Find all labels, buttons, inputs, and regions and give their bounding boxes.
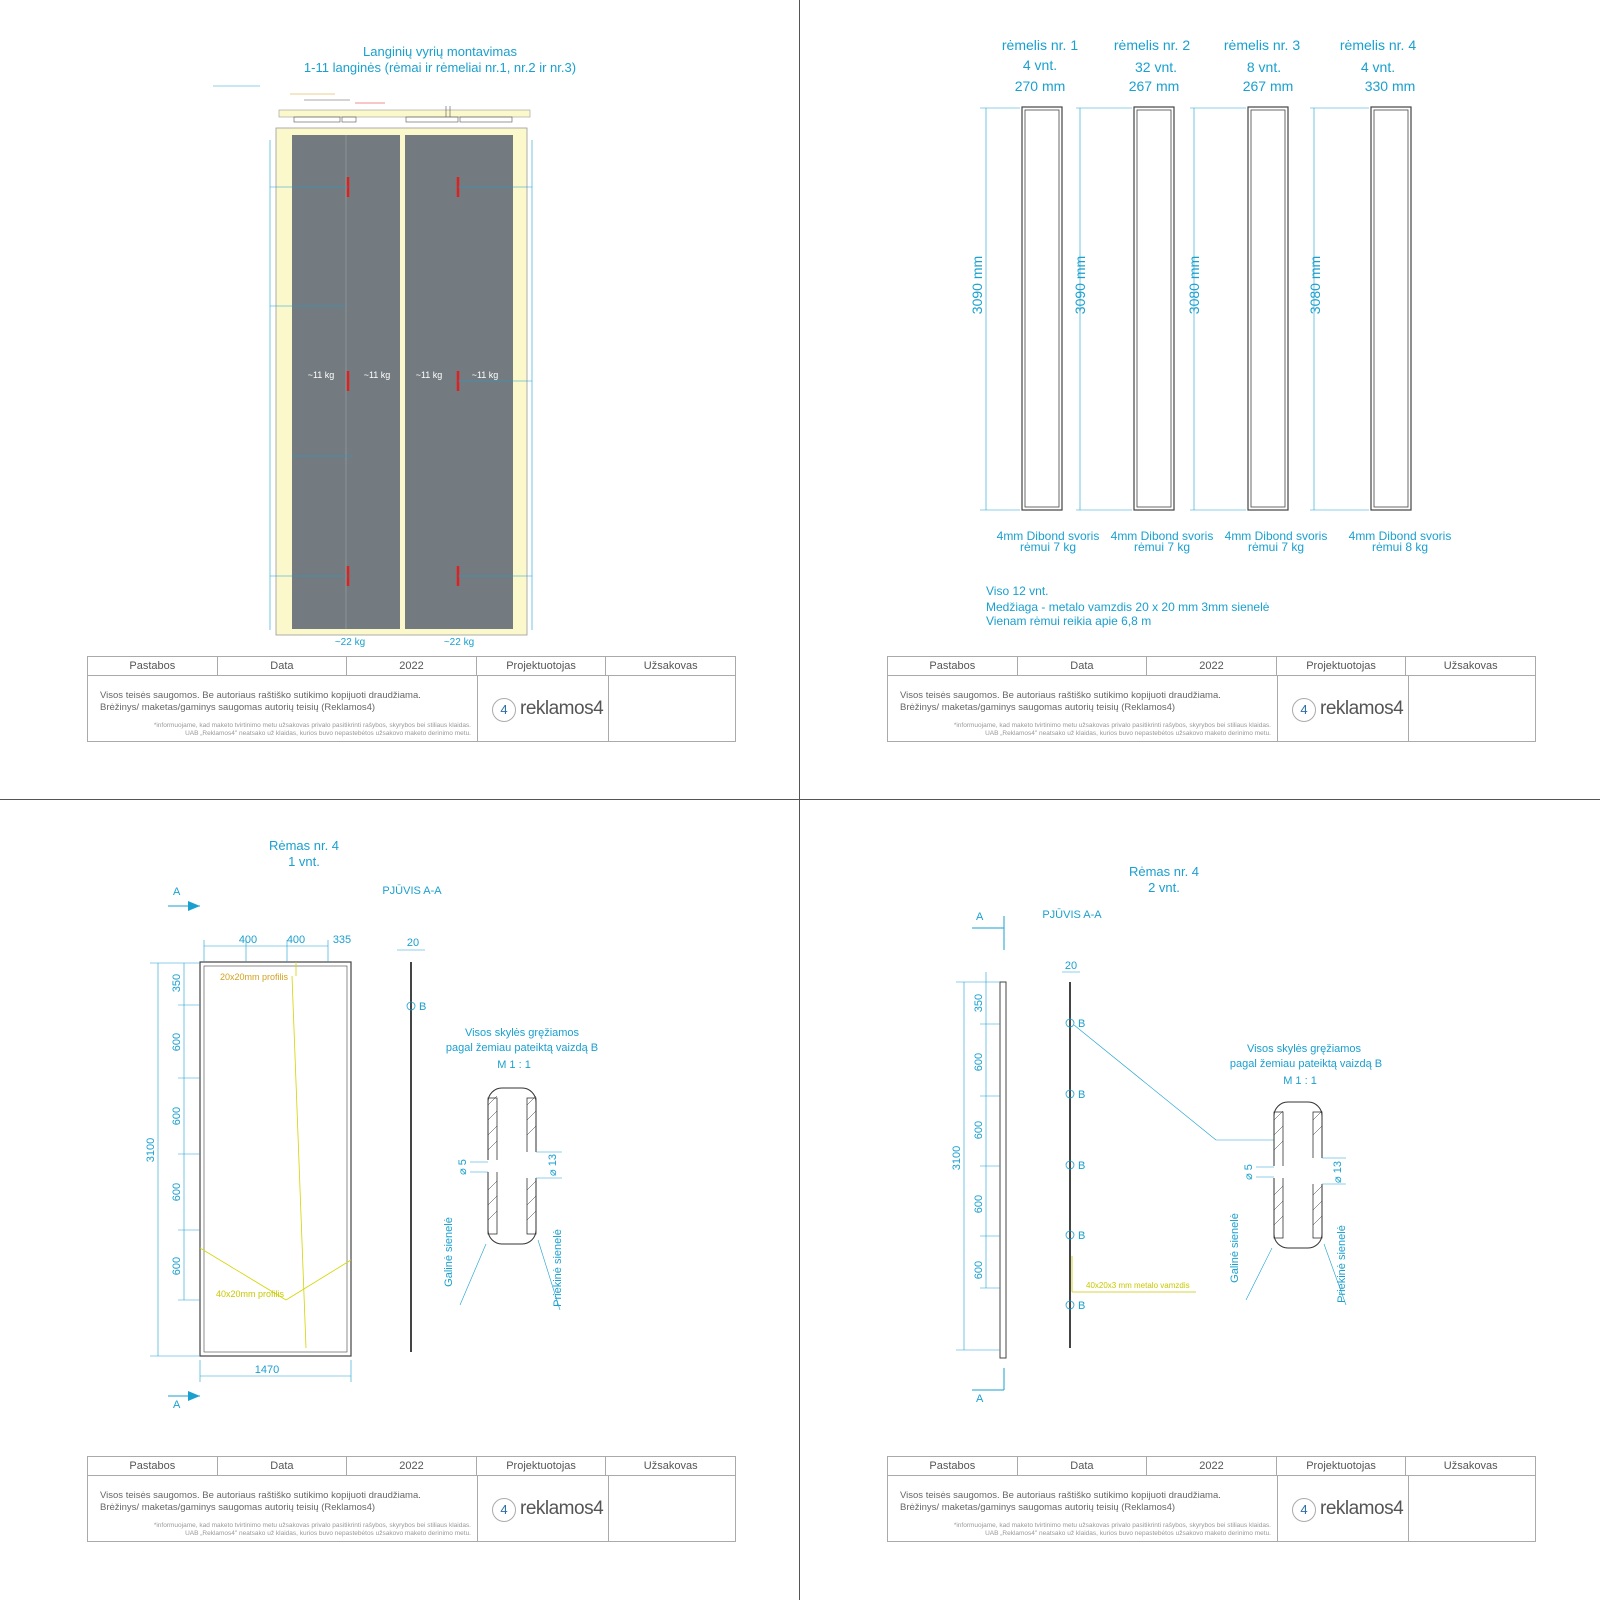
tb-header: 2022 — [1147, 657, 1277, 675]
sheet1-subtitle: 1-11 langinės (rėmai ir rėmeliai nr.1, nr.2 ir nr.3) — [303, 60, 577, 75]
sheet-frames — [800, 0, 1600, 800]
holes-note: Visos skylės gręžiamos — [464, 1027, 580, 1039]
logo-text: reklamos4 — [520, 698, 604, 719]
tb-header: 2022 — [1147, 1457, 1277, 1475]
section-marker: A — [173, 886, 181, 898]
top-dim: 400 — [238, 934, 258, 946]
sheet4-qty: 2 vnt. — [1148, 880, 1180, 895]
dimension-lines — [150, 940, 351, 1382]
top-rail — [279, 110, 530, 117]
weight-label: ~11 kg — [415, 370, 443, 380]
frame-height: 3090 mm — [969, 255, 985, 315]
frame-qty: 4 vnt. — [1360, 59, 1396, 75]
top-dim: 400 — [286, 934, 306, 946]
logo-mark: 4 — [492, 1498, 516, 1522]
frame-name: rėmelis nr. 4 — [1339, 37, 1417, 53]
tb-header: Pastabos — [888, 1457, 1018, 1475]
diameter-small: ⌀ 5 — [457, 1159, 469, 1175]
sheet3-title: Rėmas nr. 4 — [268, 838, 340, 853]
frame-qty: 4 vnt. — [1022, 57, 1058, 73]
summary-line: Medžiaga - metalo vamzdis 20 x 20 mm 3mm sienelė — [986, 600, 1270, 614]
logo-mark: 4 — [1292, 698, 1316, 722]
holes-note: M 1 : 1 — [497, 1059, 531, 1071]
sheet-frame-4-double — [800, 800, 1600, 1600]
side-dim: 600 — [973, 1260, 985, 1280]
frame-width: 270 mm — [1014, 78, 1066, 94]
tb-header: Užsakovas — [1443, 660, 1498, 672]
tb-notice: Visos teisės saugomos. Be autoriaus raštiško sutikimo kopijuoti draudžiama. — [100, 1490, 421, 1501]
section-marker: A — [976, 911, 984, 923]
section-marker: A — [976, 1393, 984, 1405]
frame-note: 4mm Dibond svoris — [996, 529, 1100, 543]
tb-notice: Visos teisės saugomos. Be autoriaus raštiško sutikimo kopijuoti draudžiama. — [900, 690, 1221, 701]
tb-notice: Brėžinys/ maketas/gaminys saugomas autorių teisių (Reklamos4) — [100, 702, 376, 713]
frame-edge — [1000, 982, 1006, 1358]
side-dim: 600 — [171, 1182, 183, 1202]
detail-marker-label: B — [1078, 1018, 1086, 1030]
tb-notice: Brėžinys/ maketas/gaminys saugomas autorių teisių (Reklamos4) — [100, 1502, 376, 1513]
tb-header: 2022 — [347, 657, 477, 675]
top-dim: 335 — [332, 934, 352, 946]
company-logo — [1278, 676, 1409, 742]
tb-header: Projektuotojas — [477, 1457, 607, 1475]
wall-label: Galinė sienelė — [1229, 1213, 1241, 1283]
tb-fineprint: UAB „Reklamos4" neatsako už klaidas, kurios buvo nepastebėtos užsakovo maketo derinimo metu. — [185, 1530, 471, 1537]
wall-label: Priekinė sienelė — [552, 1229, 564, 1307]
depth-dim: 20 — [406, 937, 420, 949]
frame-note: 4mm Dibond svoris — [1348, 529, 1452, 543]
side-dim: 600 — [171, 1256, 183, 1276]
profile-label: 40x20mm profilis — [216, 1289, 285, 1299]
side-dim: 600 — [973, 1052, 985, 1072]
total-width: 1470 — [254, 1364, 280, 1376]
tb-notice: Visos teisės saugomos. Be autoriaus raštiško sutikimo kopijuoti draudžiama. — [100, 690, 421, 701]
frame-note: rėmui 7 kg — [1133, 540, 1191, 554]
tb-header: Projektuotojas — [1277, 657, 1407, 675]
total-height: 3100 — [951, 1145, 963, 1171]
depth-dim: 20 — [1064, 960, 1078, 972]
holes-note: pagal žemiau pateiktą vaizdą B — [1229, 1058, 1383, 1070]
profile-label: 40x20x3 mm metalo vamzdis — [1086, 1281, 1190, 1290]
side-dim: 600 — [171, 1032, 183, 1052]
bottom-weight-label: ~22 kg — [334, 637, 366, 648]
tb-header: Pastabos — [88, 657, 218, 675]
tb-fineprint: *informuojame, kad maketo tvirtinimo metu užsakovas privalo pasitikrinti rašybos, skyrybos bei stiliaus klaidas. — [153, 1522, 471, 1529]
frame-width: 330 mm — [1364, 78, 1416, 94]
tb-fineprint: UAB „Reklamos4" neatsako už klaidas, kurios buvo nepastebėtos užsakovo maketo derinimo metu. — [185, 730, 471, 737]
tb-header: 2022 — [347, 1457, 477, 1475]
frame-name: rėmelis nr. 3 — [1223, 37, 1301, 53]
logo-text: reklamos4 — [1320, 1498, 1404, 1519]
title-block — [87, 1456, 736, 1542]
logo-text: reklamos4 — [520, 1498, 604, 1519]
sheet-hinge-mounting — [0, 0, 800, 800]
detail-marker-label: B — [1078, 1089, 1086, 1101]
title-block — [887, 656, 1536, 742]
diameter-small: ⌀ 5 — [1243, 1164, 1255, 1180]
tb-header: Pastabos — [88, 1457, 218, 1475]
tb-fineprint: UAB „Reklamos4" neatsako už klaidas, kurios buvo nepastebėtos užsakovo maketo derinimo metu. — [985, 730, 1271, 737]
frame-qty: 8 vnt. — [1246, 59, 1282, 75]
company-logo — [478, 1476, 609, 1542]
detail-marker-label: B — [1078, 1160, 1086, 1172]
frame-width: 267 mm — [1128, 78, 1180, 94]
tb-fineprint: *informuojame, kad maketo tvirtinimo metu užsakovas privalo pasitikrinti rašybos, skyrybos bei stiliaus klaidas. — [953, 722, 1271, 729]
side-dim: 350 — [171, 973, 183, 993]
frame-height: 3090 mm — [1072, 255, 1088, 315]
tb-notice: Brėžinys/ maketas/gaminys saugomas autorių teisių (Reklamos4) — [900, 702, 1176, 713]
sheet-frame-4-single — [0, 800, 800, 1600]
side-dim: 600 — [171, 1106, 183, 1126]
holes-note: Visos skylės gręžiamos — [1246, 1043, 1362, 1055]
company-logo — [1278, 1476, 1409, 1542]
detail-marker-label: B — [1078, 1300, 1086, 1312]
tb-fineprint: *informuojame, kad maketo tvirtinimo metu užsakovas privalo pasitikrinti rašybos, skyrybos bei stiliaus klaidas. — [953, 1522, 1271, 1529]
summary-line: Viso 12 vnt. — [986, 584, 1049, 598]
logo-mark: 4 — [1292, 1498, 1316, 1522]
sheet1-title: Langinių vyrių montavimas — [363, 44, 517, 59]
section-label: PJŪVIS A-A — [382, 885, 442, 897]
summary-line: Vienam rėmui reikia apie 6,8 m — [986, 614, 1152, 628]
frame-height: 3080 mm — [1307, 255, 1323, 315]
title-block — [887, 1456, 1536, 1542]
sheet4-title: Rėmas nr. 4 — [1128, 864, 1200, 879]
side-dim: 600 — [973, 1194, 985, 1214]
side-dim: 350 — [973, 993, 985, 1013]
tb-header: Užsakovas — [1443, 1460, 1498, 1472]
side-dim: 600 — [973, 1120, 985, 1140]
holes-note: pagal žemiau pateiktą vaizdą B — [445, 1042, 599, 1054]
tb-header: Projektuotojas — [477, 657, 607, 675]
frame-note: 4mm Dibond svoris — [1224, 529, 1328, 543]
sheet3-qty: 1 vnt. — [288, 854, 320, 869]
section-marker: A — [173, 1399, 181, 1411]
section-label: PJŪVIS A-A — [1042, 909, 1102, 921]
wall-label: Galinė sienelė — [443, 1217, 455, 1287]
frame-4 — [1307, 37, 1451, 554]
frame-width: 267 mm — [1242, 78, 1294, 94]
tb-fineprint: *informuojame, kad maketo tvirtinimo metu užsakovas privalo pasitikrinti rašybos, skyrybos bei stiliaus klaidas. — [153, 722, 471, 729]
bottom-weight-label: ~22 kg — [443, 637, 475, 648]
frame-note: rėmui 7 kg — [1019, 540, 1077, 554]
frame-note: 4mm Dibond svoris — [1110, 529, 1214, 543]
tb-header: Data — [218, 657, 348, 675]
tb-header: Data — [1018, 657, 1148, 675]
frame-name: rėmelis nr. 2 — [1113, 37, 1191, 53]
frame-height: 3080 mm — [1186, 255, 1202, 315]
holes-note: M 1 : 1 — [1283, 1075, 1317, 1087]
detail-marker-label: B — [1078, 1230, 1086, 1242]
detail-b-drawing — [1246, 1102, 1346, 1305]
tb-header: Užsakovas — [643, 1460, 698, 1472]
frame-note: rėmui 7 kg — [1247, 540, 1305, 554]
frame-qty: 32 vnt. — [1134, 59, 1178, 75]
profile-label: 20x20mm profilis — [220, 972, 289, 982]
wall-label: Priekinė sienelė — [1336, 1225, 1348, 1303]
total-height: 3100 — [145, 1137, 157, 1163]
tb-header: Projektuotojas — [1277, 1457, 1407, 1475]
weight-label: ~11 kg — [307, 370, 335, 380]
tb-header: Pastabos — [888, 657, 1018, 675]
weight-label: ~11 kg — [471, 370, 499, 380]
title-block — [87, 656, 736, 742]
tb-notice: Brėžinys/ maketas/gaminys saugomas autorių teisių (Reklamos4) — [900, 1502, 1176, 1513]
company-logo — [478, 676, 609, 742]
weight-label: ~11 kg — [363, 370, 391, 380]
diameter-large: ⌀ 13 — [547, 1154, 559, 1176]
tb-header: Užsakovas — [643, 660, 698, 672]
frame-name: rėmelis nr. 1 — [1001, 37, 1079, 53]
detail-b-drawing — [460, 1088, 562, 1310]
tb-fineprint: UAB „Reklamos4" neatsako už klaidas, kurios buvo nepastebėtos užsakovo maketo derinimo metu. — [985, 1530, 1271, 1537]
tb-header: Data — [1018, 1457, 1148, 1475]
tb-notice: Visos teisės saugomos. Be autoriaus raštiško sutikimo kopijuoti draudžiama. — [900, 1490, 1221, 1501]
diameter-large: ⌀ 13 — [1332, 1161, 1344, 1183]
logo-text: reklamos4 — [1320, 698, 1404, 719]
frame-note: rėmui 8 kg — [1371, 540, 1429, 554]
detail-marker-label: B — [419, 1001, 427, 1013]
tb-header: Data — [218, 1457, 348, 1475]
logo-mark: 4 — [492, 698, 516, 722]
